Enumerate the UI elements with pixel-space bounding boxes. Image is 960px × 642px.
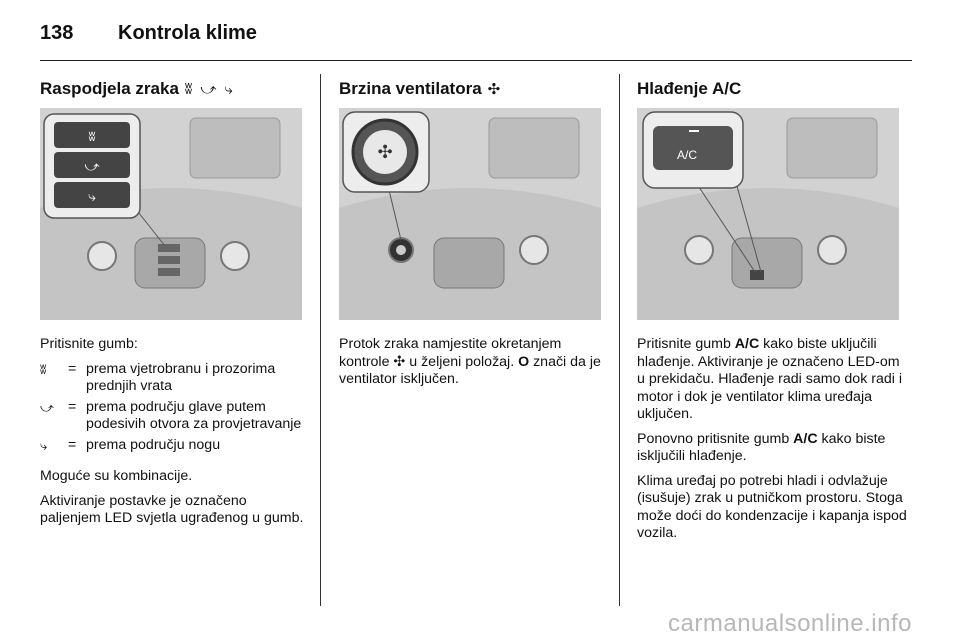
definition-row xyxy=(40,437,308,455)
air-distribution-figure xyxy=(40,108,302,320)
ac-cooling-text xyxy=(637,336,907,550)
ac-keyword: A/C xyxy=(734,336,760,352)
svg-text:⤻: ⤻ xyxy=(84,159,100,175)
fan-speed-text xyxy=(339,336,607,396)
section-title xyxy=(637,74,905,104)
section-ac-cooling xyxy=(637,74,905,104)
section-fan-speed xyxy=(339,74,607,104)
svg-text:ʬ: ʬ xyxy=(88,129,96,145)
text-span: Ponovno pritisnite gumb xyxy=(637,430,794,447)
paragraph xyxy=(637,431,907,466)
header-rule xyxy=(40,60,912,61)
foot-vent-icon: ⤷ xyxy=(40,437,48,453)
svg-text:⤷: ⤷ xyxy=(88,189,96,205)
svg-text:✣: ✣ xyxy=(377,142,393,163)
section-title xyxy=(339,74,607,104)
section-title-text: Raspodjela zraka xyxy=(40,79,179,98)
column-divider xyxy=(619,74,620,606)
ac-cooling-figure xyxy=(637,108,899,320)
page-number: 138 xyxy=(40,21,74,44)
windscreen-icon: ʬ xyxy=(40,361,47,377)
text-span: znači da je ventilator isključen. xyxy=(339,353,601,387)
text-span: u željeni položaj. xyxy=(405,353,519,370)
paragraph: Aktiviranje postavke je označeno paljenjem LED svjetla ugrađenog u gumb. xyxy=(40,492,304,526)
watermark: carmanualsonline.info xyxy=(668,610,912,637)
definition-desc: prema području nogu xyxy=(86,436,221,453)
paragraph xyxy=(339,336,607,389)
text-span: Pritisnite gumb xyxy=(637,336,735,352)
equals-sign: = xyxy=(68,360,77,377)
text-span: kako biste uključili hlađenje. Aktiviranje je označeno LED-om u prekidaču. Hlađenje radi samo dok radi i motor i dok je ventilator klima uređaja uključen. xyxy=(637,336,902,422)
definition-desc: prema vjetrobranu i prozorima prednjih vrata xyxy=(86,360,276,394)
head-vent-icon: ⤻ xyxy=(40,399,54,415)
fan-icon: ✣ xyxy=(393,353,406,370)
paragraph: Moguće su kombinacije. xyxy=(40,468,193,484)
definition-desc: prema području glave putem podesivih otvora za provjetravanje xyxy=(86,398,302,432)
ac-keyword: A/C xyxy=(793,430,818,447)
intro-text: Pritisnite gumb: xyxy=(40,336,138,352)
equals-sign: = xyxy=(68,436,77,453)
page-header xyxy=(40,18,257,48)
paragraph: Klima uređaj po potrebi hladi i odvlažuje (isušuje) zrak u putničkom prostoru. Stoga može doći do kondenzacije i kapanja ispod vozila. xyxy=(637,472,907,541)
section-title-text: Brzina ventilatora xyxy=(339,79,482,98)
text-span: kako biste isključili hlađenje. xyxy=(637,430,886,464)
air-distribution-icons: ⁠ʬ ⤻ ⤷ xyxy=(184,80,235,98)
section-air-distribution xyxy=(40,74,308,104)
text-span: Protok zraka namjestite okretanjem kontrole xyxy=(339,336,562,370)
ac-button-label: A/C xyxy=(677,148,698,162)
equals-sign: = xyxy=(68,398,77,415)
chapter-title: Kontrola klime xyxy=(118,21,257,44)
definition-row xyxy=(40,399,308,434)
definition-row xyxy=(40,361,308,396)
fan-icon: ✣ xyxy=(487,81,503,98)
paragraph xyxy=(637,336,907,424)
section-title xyxy=(40,74,308,104)
column-divider xyxy=(320,74,321,606)
section-title-text: Hlađenje A/C xyxy=(637,79,742,98)
off-symbol: O xyxy=(518,353,530,370)
fan-speed-figure xyxy=(339,108,601,320)
air-distribution-text xyxy=(40,336,308,535)
